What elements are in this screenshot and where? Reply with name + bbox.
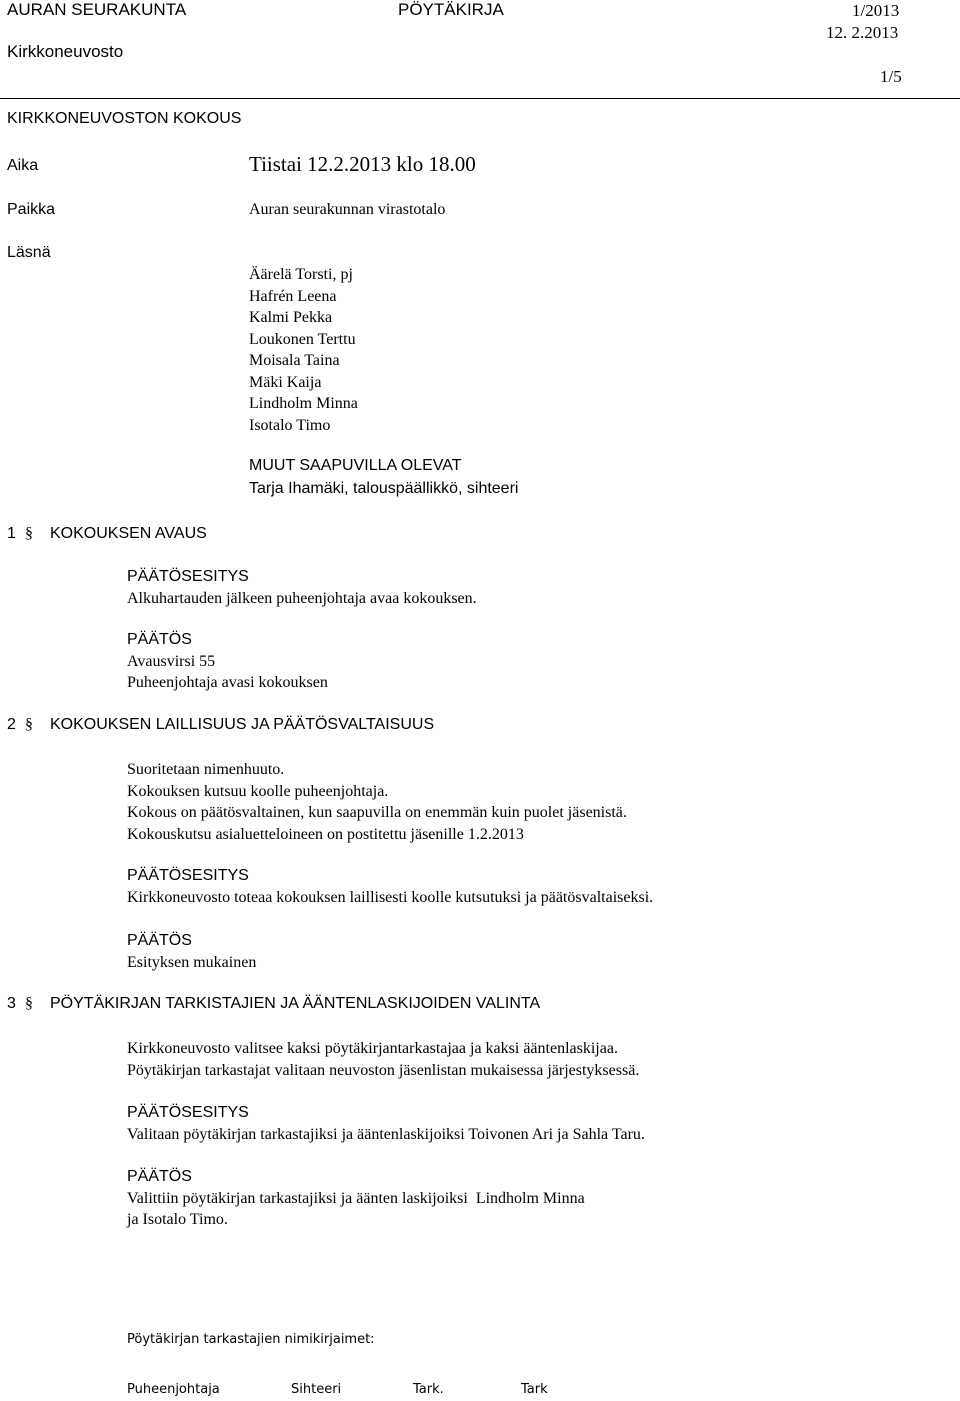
intro-line: Kirkkoneuvosto valitsee kaksi pöytäkirjantarkastajaa ja kaksi ääntenlaskijaa.: [127, 1040, 618, 1057]
present-member: Kalmi Pekka: [249, 309, 333, 326]
organization-name: AURAN SEURAKUNTA: [7, 0, 187, 19]
section-heading: [7, 995, 540, 1013]
page-number: 1/5: [880, 67, 902, 86]
present-member: Hafrén Leena: [249, 287, 337, 305]
intro-line: Kokouskutsu asialuetteloineen on postitettu jäsenille 1.2.2013: [127, 825, 524, 843]
decision-text: ja Isotalo Timo.: [127, 1211, 228, 1228]
section-body: [127, 1102, 645, 1145]
time-value: Tiistai 12.2.2013 klo 18.00: [249, 152, 476, 176]
intro-line: Pöytäkirjan tarkastajat valitaan neuvoston jäsenlistan mukaisessa järjestyksessä.: [127, 1061, 640, 1079]
signature-title: Pöytäkirjan tarkastajien nimikirjaimet:: [127, 1332, 375, 1347]
decision-block: [127, 1166, 585, 1231]
present-member: Moisala Taina: [249, 352, 340, 369]
place-label: Paikka: [7, 201, 56, 218]
section-title: KOKOUKSEN AVAUS: [50, 525, 207, 542]
proposal-label: PÄÄTÖSESITYS: [127, 867, 249, 884]
present-member: Loukonen Terttu: [249, 330, 356, 348]
proposal-label: PÄÄTÖSESITYS: [127, 1104, 249, 1121]
header-divider: [0, 98, 960, 99]
section-intro: [127, 759, 627, 845]
others-present: Tarja Ihamäki, talouspäällikkö, sihteeri: [249, 480, 519, 497]
signature-checker-2: Tark: [521, 1382, 548, 1397]
decision-text: Esityksen mukainen: [127, 953, 257, 971]
intro-line: Suoritetaan nimenhuuto.: [127, 761, 285, 778]
section-mark: §: [25, 995, 33, 1012]
document-type: PÖYTÄKIRJA: [398, 0, 504, 19]
present-list: [249, 264, 358, 436]
others-present-label: MUUT SAAPUVILLA OLEVAT: [249, 457, 462, 474]
section-number: 2: [7, 716, 16, 733]
place-value: Auran seurakunnan virastotalo: [249, 201, 446, 218]
protocol-number: 1/2013: [852, 1, 900, 20]
decision-block: [127, 930, 256, 973]
intro-line: Kokous on päätösvaltainen, kun saapuvilla on enemmän kuin puolet jäsenistä.: [127, 804, 627, 821]
present-member: Mäki Kaija: [249, 373, 322, 391]
time-label: Aika: [7, 157, 39, 174]
section-heading: [7, 716, 434, 734]
section-title: PÖYTÄKIRJAN TARKISTAJIEN JA ÄÄNTENLASKIJOIDEN VALINTA: [50, 995, 541, 1012]
section-body: [127, 865, 653, 908]
signature-chair: Puheenjohtaja: [127, 1382, 220, 1397]
section-title: KOKOUKSEN LAILLISUUS JA PÄÄTÖSVALTAISUUS: [50, 716, 435, 733]
present-member: Äärelä Torsti, pj: [249, 266, 353, 283]
governing-body: Kirkkoneuvosto: [7, 42, 124, 61]
proposal-label: PÄÄTÖSESITYS: [127, 568, 249, 585]
signature-checker-1: Tark.: [413, 1382, 444, 1397]
decision-label: PÄÄTÖS: [127, 1168, 192, 1185]
section-body: [127, 566, 477, 609]
decision-text: Puheenjohtaja avasi kokouksen: [127, 674, 328, 691]
intro-line: Kokouksen kutsuu koolle puheenjohtaja.: [127, 782, 389, 800]
signature-secretary: Sihteeri: [291, 1382, 342, 1397]
section-number: 3: [7, 995, 16, 1012]
decision-label: PÄÄTÖS: [127, 631, 192, 648]
decision-block: [127, 629, 328, 694]
meeting-title: KIRKKONEUVOSTON KOKOUS: [7, 110, 242, 127]
present-label: Läsnä: [7, 244, 51, 261]
meeting-date: 12. 2.2013: [826, 23, 899, 42]
proposal-text: Valitaan pöytäkirjan tarkastajiksi ja ääntenlaskijoiksi Toivonen Ari ja Sahla Taru.: [127, 1125, 645, 1143]
section-intro: [127, 1038, 639, 1081]
section-mark: §: [25, 716, 33, 733]
present-member: Isotalo Timo: [249, 416, 331, 434]
section-mark: §: [25, 525, 33, 542]
section-heading: [7, 525, 207, 543]
decision-label: PÄÄTÖS: [127, 932, 192, 949]
proposal-text: Kirkkoneuvosto toteaa kokouksen laillisesti koolle kutsutuksi ja päätösvaltaiseksi.: [127, 888, 654, 906]
present-member: Lindholm Minna: [249, 395, 358, 412]
section-number: 1: [7, 525, 16, 542]
decision-text: Avausvirsi 55: [127, 652, 216, 670]
proposal-text: Alkuhartauden jälkeen puheenjohtaja avaa kokouksen.: [127, 589, 477, 607]
decision-text: Valittiin pöytäkirjan tarkastajiksi ja äänten laskijoiksi Lindholm Minna: [127, 1189, 585, 1207]
